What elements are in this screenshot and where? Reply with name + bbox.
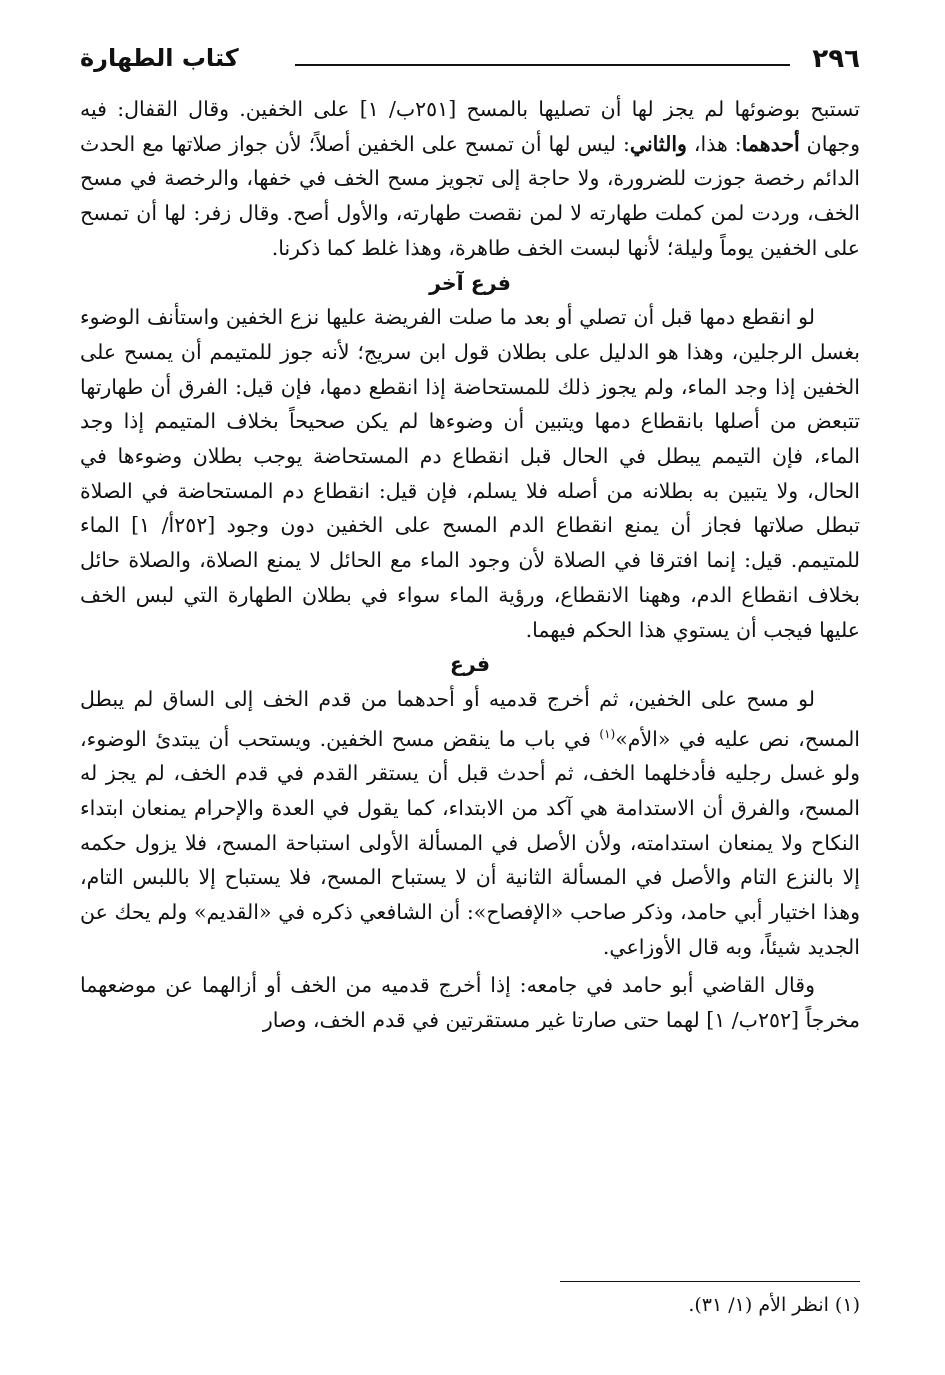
opening-text-c: : ليس لها أن تمسح على الخفين أصلاً؛ لأن جواز صلاتها مع الحدث الدائم رخصة جوزت للضرورة، ولا حاجة إلى تجويز مسح الخف في خفها، والرخصة في مسح الخف، وردت لمن كملت طهارته لا لمن نقصت طهارته، والأول أصح. وقال زفر: لها أن تمسح على الخفين يوماً وليلة؛ لأنها لبست الخف طاهرة، وهذا غلط كما ذكرنا. [80,131,860,260]
footnote: (١) انظر الأم (١/ ٣١). [688,1294,860,1316]
opening-paragraph [80,92,860,266]
footnote-marker: (١) [599,726,616,741]
section-heading-branch: فرع [449,652,491,677]
section2-text-a: لو مسح على الخفين، ثم أخرج قدميه أو أحدهما من قدم الخف إلى الساق لم يبطل المسح، نص عليه في «الأم» [80,686,861,751]
section-heading-another-branch: فرع آخر [429,270,511,295]
first-view-term: أحدهما [741,131,800,156]
section1-paragraph: لو انقطع دمها قبل أن تصلي أو بعد ما صلت الفريضة عليها نزع الخفين واستأنف الوضوء بغسل الرجلين، وهذا هو الدليل على بطلان قول ابن سريج؛ لأنه جوز للمتيمم أن يمسح على الخفين إذا وجد الماء، ولم يجوز ذلك للمستحاضة إذا انقطع دمها، فإن قيل: الفرق أن طهارتها تتبعض من أصلها بانقطاع دمها ويتبين أن وضوءها لم يكن صحيحاً بخلاف المتيمم إذا وجد الماء، فإن التيمم يبطل في الحال قبل انقطاع دم المستحاضة يوجب بطلان وضوءها في الحال، ولا يتبين به بطلانه من أصله فلا يسلم، فإن قيل: انقطاع دم المستحاضة في الصلاة تبطل صلاتها فجاز أن يمنع انقطاع الدم المسح على الخفين دون وجود [٢٥٢أ/ ١] الماء للمتيمم. قيل: إنما افترقا في الصلاة لأن وجود الماء مع الحائل لا يمنع الصلاة، والصلاة حائل بخلاف انقطاع الدم، وههنا الانقطاع، ورؤية الماء سواء في بطلان الطهارة التي لبس الخف عليها فيجب أن يستوي هذا الحكم فيهما. [80,305,860,642]
footnote-rule [560,1281,860,1282]
section2-text-b: في باب ما ينقض مسح الخفين. ويستحب أن يبتدئ الوضوء، ولو غسل رجليه فأدخلهما الخف، ثم أحدث قبل أن يستقر القدم في قدم الخف، لم يجز له المسح، والفرق أن الاستدامة هي آكد من الابتداء، كما يقول في العدة والإحرام يمنعان ابتداء النكاح ولا يمنعان استدامته، ولأن الأصل في المسألة الأولى استباحة المسح، فلا يزول حكمه إلا بالنزع التام والأصل في المسألة الثانية أن لا يستباح المسح، فلا يستباح إلا باللبس التام، وهذا اختيار أبي حامد، وذكر صاحب «الإفصاح»: أن الشافعي ذكره في «القديم» ولم يحك عن الجديد شيئاً، وبه قال الأوزاعي. [80,726,860,959]
section2-paragraph-2: وقال القاضي أبو حامد في جامعه: إذا أخرج قدميه من الخف أو أزالهما عن موضعهما مخرجاً [٢٥٢ب/ ١] لهما حتى صارتا غير مستقرتين في قدم الخف، وصار [80,973,860,1033]
section2-paragraph-1 [80,682,860,964]
opening-text-a: تستبح بوضوئها لم يجز لها أن تصليها بالمسح [٢٥١ب/ ١] على الخفين. وقال القفال: فيه وجهان [80,97,860,156]
page-header [80,44,860,84]
page-content [80,92,860,1038]
opening-text-b: : هذا، [686,131,742,156]
page-number: ٢٩٦ [812,44,860,74]
header-rule [295,64,790,66]
book-title: كتاب الطهارة [80,44,239,72]
second-view-term: والثاني [629,131,687,156]
